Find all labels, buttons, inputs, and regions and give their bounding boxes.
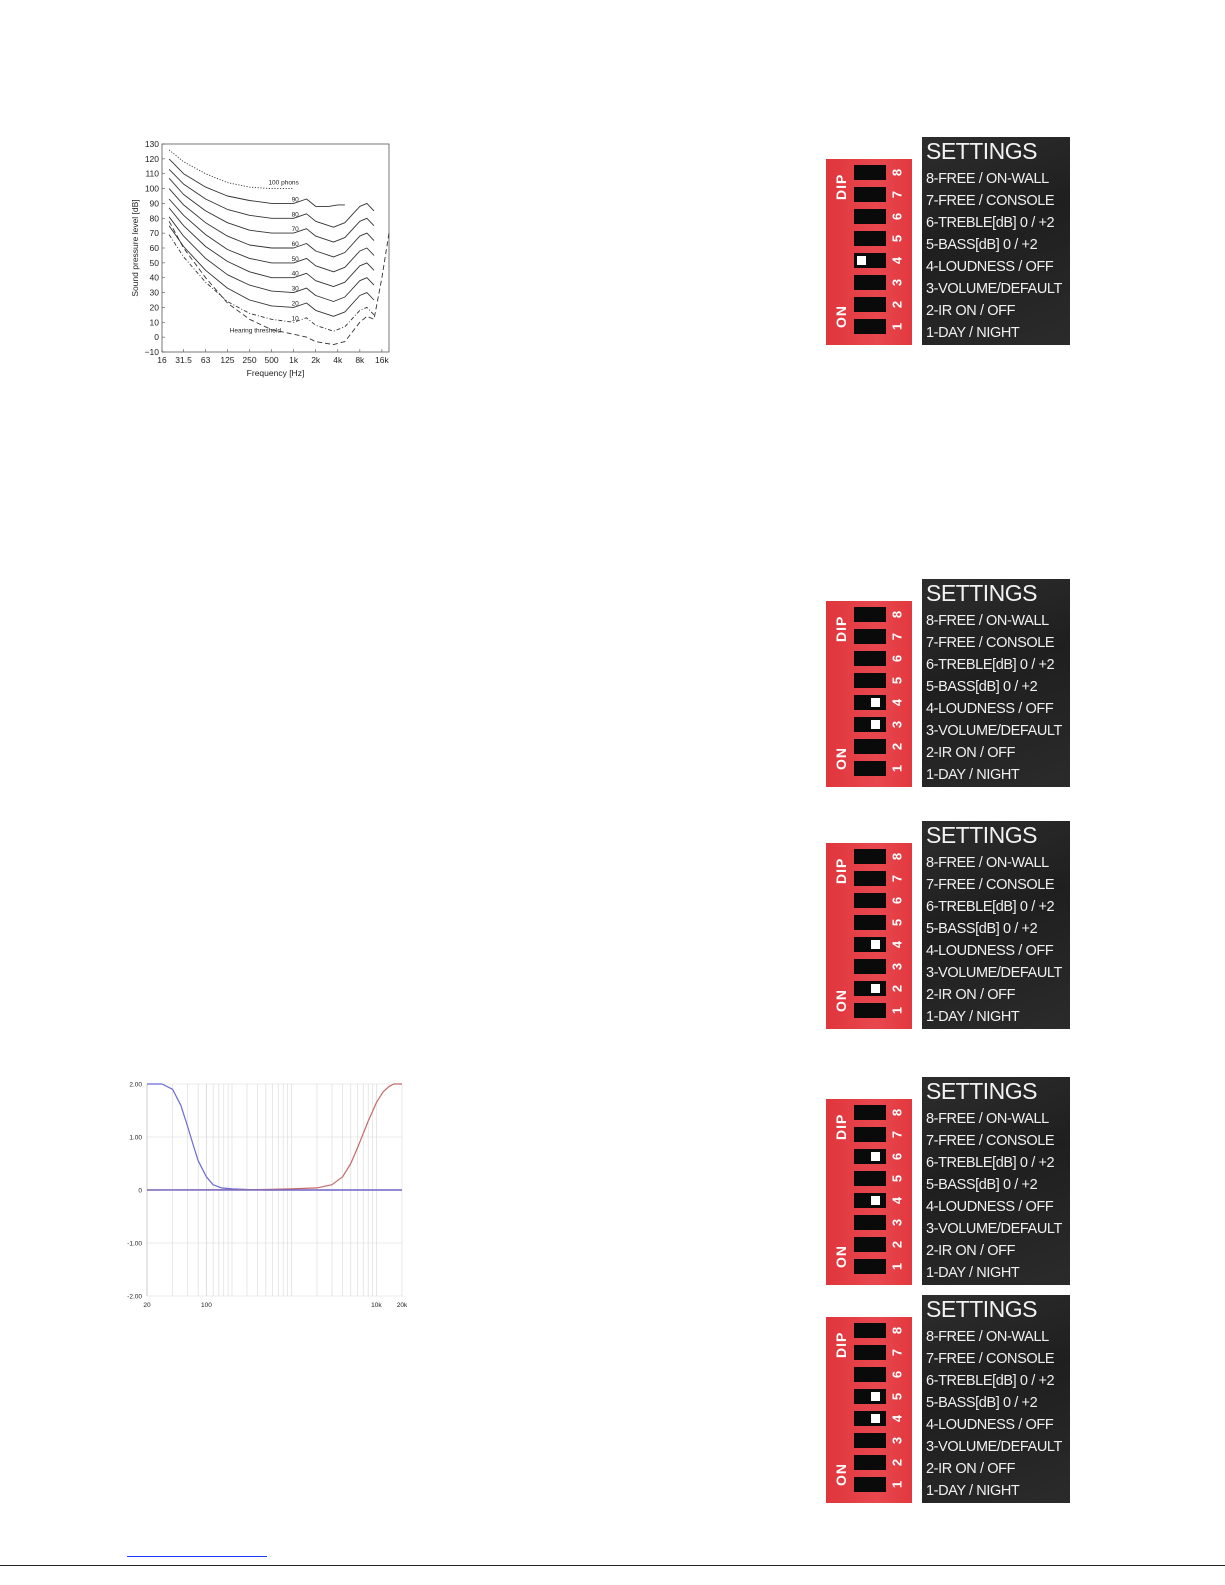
switch-number: 5 (889, 676, 905, 685)
x-tick-label: 8k (355, 355, 365, 365)
switch-slot (854, 1105, 886, 1120)
settings-line: 8-FREE / ON-WALL (926, 171, 1049, 187)
switch-slot (854, 695, 886, 710)
settings-line: 3-VOLUME/DEFAULT (926, 1221, 1062, 1237)
settings-line: 4-LOUDNESS / OFF (926, 1417, 1054, 1433)
y-tick-label: -2.00 (127, 1293, 142, 1301)
settings-line: 7-FREE / CONSOLE (926, 1351, 1055, 1367)
x-tick-label: 63 (200, 355, 211, 365)
settings-line: 5-BASS[dB] 0 / +2 (926, 679, 1038, 695)
switch-slot (854, 1433, 886, 1448)
dip-switch-7[interactable] (854, 871, 910, 887)
switch-slot (854, 1237, 886, 1252)
y-tick-label: 20 (149, 302, 159, 313)
switch-number: 7 (889, 1348, 905, 1357)
series-label: 10 (291, 315, 299, 323)
x-tick-label: 31.5 (175, 355, 192, 365)
contour-series (169, 199, 374, 272)
switch-slot (854, 629, 886, 644)
switch-number: 6 (889, 1152, 905, 1161)
dip-switch-8[interactable] (854, 1105, 910, 1121)
switch-knob (871, 1414, 880, 1423)
switch-knob (871, 940, 880, 949)
dip-label: DIP (833, 1331, 849, 1359)
dip-switch-body (826, 1099, 912, 1285)
x-tick-label: 125 (220, 355, 235, 365)
y-tick-label: 0 (138, 1187, 142, 1195)
settings-line: 5-BASS[dB] 0 / +2 (926, 1177, 1038, 1193)
y-tick-label: 100 (144, 183, 159, 194)
dip-label: DIP (833, 173, 849, 201)
switch-number: 8 (889, 1326, 905, 1335)
contour-series (169, 178, 374, 242)
y-tick-label: 130 (144, 139, 159, 149)
dip-settings-figure (826, 579, 1071, 789)
contour-series (169, 189, 374, 257)
switch-number: 2 (889, 1240, 905, 1249)
dip-switch-1[interactable] (854, 761, 910, 777)
settings-line: 3-VOLUME/DEFAULT (926, 965, 1062, 981)
dip-switch-3[interactable] (854, 1215, 910, 1231)
dip-switch-2[interactable] (854, 981, 910, 997)
switch-number: 4 (889, 1414, 905, 1423)
dip-switch-2[interactable] (854, 739, 910, 755)
switch-number: 3 (889, 1436, 905, 1445)
settings-line: 3-VOLUME/DEFAULT (926, 281, 1062, 297)
switch-number: 4 (889, 698, 905, 707)
dip-label: DIP (833, 615, 849, 643)
dip-switch-8[interactable] (854, 165, 910, 181)
switch-number: 3 (889, 278, 905, 287)
x-tick-label: 16 (157, 355, 167, 365)
on-label: ON (833, 989, 849, 1013)
switch-number: 8 (889, 610, 905, 619)
dip-switch-1[interactable] (854, 319, 910, 335)
on-label: ON (833, 1245, 849, 1269)
settings-legend-panel (922, 821, 1070, 1029)
dip-switch-2[interactable] (854, 297, 910, 313)
settings-title: SETTINGS (926, 1296, 1038, 1322)
settings-line: 5-BASS[dB] 0 / +2 (926, 921, 1038, 937)
switch-number: 8 (889, 1108, 905, 1117)
y-axis-label: Sound pressure level [dB] (130, 199, 140, 297)
y-tick-label: 110 (145, 168, 159, 179)
switch-slot (854, 1345, 886, 1360)
dip-switch-4[interactable] (854, 695, 910, 711)
settings-line: 2-IR ON / OFF (926, 987, 1016, 1003)
switch-slot (854, 1367, 886, 1382)
dip-switch-body (826, 601, 912, 787)
settings-legend-panel (922, 579, 1070, 787)
dip-switch-6[interactable] (854, 1367, 910, 1383)
switch-slot (854, 959, 886, 974)
switch-slot (854, 253, 886, 268)
dip-settings-figure (826, 1295, 1071, 1505)
switch-knob (871, 1392, 880, 1401)
switch-slot (854, 319, 886, 334)
settings-line: 2-IR ON / OFF (926, 1461, 1016, 1477)
switch-slot (854, 1323, 886, 1338)
dip-switch-4[interactable] (854, 1411, 910, 1427)
switch-number: 4 (889, 940, 905, 949)
x-tick-label: 20k (396, 1302, 407, 1309)
dip-switch-5[interactable] (854, 231, 910, 247)
dip-switch-8[interactable] (854, 849, 910, 865)
switch-slot (854, 849, 886, 864)
x-tick-label: 500 (264, 355, 279, 365)
settings-title: SETTINGS (926, 580, 1038, 606)
settings-line: 5-BASS[dB] 0 / +2 (926, 1395, 1038, 1411)
dip-switch-body (826, 159, 912, 345)
dip-switch-7[interactable] (854, 187, 910, 203)
on-label: ON (833, 747, 849, 771)
switch-slot (854, 209, 886, 224)
switch-knob (871, 1196, 880, 1205)
x-tick-label: 250 (242, 355, 257, 365)
x-tick-label: 4k (333, 355, 343, 365)
settings-legend-panel (922, 137, 1070, 345)
switch-knob (871, 698, 880, 707)
dip-switch-body (826, 843, 912, 1029)
dip-settings-figure (826, 137, 1071, 347)
settings-line: 1-DAY / NIGHT (926, 325, 1020, 341)
dip-switch-5[interactable] (854, 1171, 910, 1187)
settings-line: 6-TREBLE[dB] 0 / +2 (926, 899, 1055, 915)
dip-switch-7[interactable] (854, 1345, 910, 1361)
dip-switch-1[interactable] (854, 1259, 910, 1275)
settings-line: 2-IR ON / OFF (926, 745, 1016, 761)
footnote-link-underline[interactable] (127, 1556, 267, 1557)
dip-switch-2[interactable] (854, 1455, 910, 1471)
dip-settings-figure (826, 821, 1071, 1031)
switch-slot (854, 761, 886, 776)
on-label: ON (833, 305, 849, 329)
series-label: 80 (291, 211, 299, 219)
settings-line: 6-TREBLE[dB] 0 / +2 (926, 1373, 1055, 1389)
settings-legend-panel (922, 1077, 1070, 1285)
switch-slot (854, 871, 886, 886)
dip-switch-8[interactable] (854, 1323, 910, 1339)
switch-slot (854, 717, 886, 732)
series-label: 60 (291, 241, 299, 248)
switch-number: 1 (889, 1262, 905, 1271)
contour-series (169, 159, 345, 207)
settings-line: 7-FREE / CONSOLE (926, 1133, 1055, 1149)
settings-line: 7-FREE / CONSOLE (926, 877, 1055, 893)
switch-slot (854, 893, 886, 908)
dip-switch-7[interactable] (854, 1127, 910, 1143)
equal-loudness-svg (127, 136, 402, 381)
y-tick-label: 10 (149, 317, 159, 328)
switch-number: 4 (889, 1196, 905, 1205)
switch-number: 5 (889, 1174, 905, 1183)
switch-knob (871, 984, 880, 993)
y-tick-label: 30 (149, 287, 159, 298)
switch-number: 6 (889, 896, 905, 905)
y-tick-label: -1.00 (127, 1240, 142, 1248)
switch-slot (854, 165, 886, 180)
switch-number: 1 (889, 764, 905, 773)
switch-number: 2 (889, 742, 905, 751)
y-tick-label: 2.00 (129, 1081, 142, 1089)
switch-number: 2 (889, 1458, 905, 1467)
y-tick-label: 40 (149, 272, 159, 283)
switch-number: 3 (889, 962, 905, 971)
switch-number: 7 (889, 190, 905, 199)
switch-number: 3 (889, 1218, 905, 1227)
dip-switch-1[interactable] (854, 1477, 910, 1493)
dip-switch-8[interactable] (854, 607, 910, 623)
series-label: Hearing threshold (229, 327, 281, 335)
settings-line: 1-DAY / NIGHT (926, 1265, 1020, 1281)
settings-line: 8-FREE / ON-WALL (926, 1329, 1049, 1345)
switch-number: 6 (889, 1370, 905, 1379)
dip-label: DIP (833, 857, 849, 885)
dip-switch-3[interactable] (854, 275, 910, 291)
switch-slot (854, 231, 886, 246)
settings-line: 4-LOUDNESS / OFF (926, 943, 1054, 959)
switch-knob (857, 256, 866, 265)
switch-slot (854, 1171, 886, 1186)
dip-switch-3[interactable] (854, 959, 910, 975)
contour-series (169, 226, 374, 317)
series-label: 50 (291, 255, 299, 263)
switch-slot (854, 1149, 886, 1164)
switch-slot (854, 1477, 886, 1492)
switch-slot (854, 1193, 886, 1208)
dip-switch-3[interactable] (854, 1433, 910, 1449)
x-tick-label: 100 (200, 1302, 212, 1309)
y-tick-label: 80 (149, 213, 159, 224)
x-tick-label: 10k (371, 1302, 382, 1309)
switch-slot (854, 297, 886, 312)
dip-settings-figure (826, 1077, 1071, 1287)
switch-knob (871, 1152, 880, 1161)
switch-number: 3 (889, 720, 905, 729)
y-tick-label: 1.00 (129, 1134, 142, 1142)
switch-number: 5 (889, 234, 905, 243)
switch-number: 7 (889, 874, 905, 883)
contour-series (169, 208, 374, 287)
switch-slot (854, 915, 886, 930)
switch-number: 4 (889, 256, 905, 265)
settings-title: SETTINGS (926, 1078, 1038, 1104)
dip-switch-5[interactable] (854, 915, 910, 931)
switch-slot (854, 1215, 886, 1230)
switch-slot (854, 1411, 886, 1426)
switch-slot (854, 673, 886, 688)
settings-legend-panel (922, 1295, 1070, 1503)
settings-line: 1-DAY / NIGHT (926, 767, 1020, 783)
settings-title: SETTINGS (926, 822, 1038, 848)
dip-switch-body (826, 1317, 912, 1503)
switch-slot (854, 1455, 886, 1470)
settings-line: 3-VOLUME/DEFAULT (926, 1439, 1062, 1455)
dip-switch-1[interactable] (854, 1003, 910, 1019)
switch-number: 7 (889, 632, 905, 641)
switch-number: 2 (889, 300, 905, 309)
switch-number: 6 (889, 212, 905, 221)
x-tick-label: 1k (289, 355, 299, 365)
dip-switch-4[interactable] (854, 937, 910, 953)
y-tick-label: 60 (149, 243, 159, 253)
dip-switch-2[interactable] (854, 1237, 910, 1253)
y-tick-label: 90 (149, 198, 159, 209)
y-tick-label: 50 (149, 257, 159, 268)
switch-slot (854, 1389, 886, 1404)
settings-line: 7-FREE / CONSOLE (926, 635, 1055, 651)
switch-slot (854, 1003, 886, 1018)
settings-line: 6-TREBLE[dB] 0 / +2 (926, 1155, 1055, 1171)
tone-response-svg (127, 1076, 407, 1316)
on-label: ON (833, 1463, 849, 1487)
switch-slot (854, 981, 886, 996)
y-tick-label: −10 (144, 347, 159, 357)
series-label: 100 phons (268, 179, 299, 187)
switch-slot (854, 1259, 886, 1274)
settings-line: 2-IR ON / OFF (926, 303, 1016, 319)
dip-switch-6[interactable] (854, 893, 910, 909)
switch-number: 2 (889, 984, 905, 993)
switch-number: 1 (889, 1006, 905, 1015)
dip-switch-3[interactable] (854, 717, 910, 733)
switch-number: 8 (889, 168, 905, 177)
series-label: 40 (291, 270, 299, 278)
settings-line: 6-TREBLE[dB] 0 / +2 (926, 215, 1055, 231)
dip-switch-6[interactable] (854, 1149, 910, 1165)
settings-line: 1-DAY / NIGHT (926, 1483, 1020, 1499)
dip-switch-7[interactable] (854, 629, 910, 645)
series-label: 90 (291, 196, 299, 204)
series-label: 30 (291, 285, 299, 293)
y-tick-label: 0 (154, 332, 159, 343)
settings-line: 1-DAY / NIGHT (926, 1009, 1020, 1025)
switch-knob (871, 720, 880, 729)
series-label: 70 (291, 226, 299, 234)
dip-switch-6[interactable] (854, 209, 910, 225)
settings-line: 8-FREE / ON-WALL (926, 613, 1049, 629)
switch-slot (854, 651, 886, 666)
switch-number: 7 (889, 1130, 905, 1139)
settings-line: 7-FREE / CONSOLE (926, 193, 1055, 209)
page-footer-rule (0, 1565, 1225, 1566)
y-tick-label: 70 (149, 228, 159, 239)
switch-slot (854, 607, 886, 622)
dip-switch-5[interactable] (854, 673, 910, 689)
x-axis-label: Frequency [Hz] (246, 368, 305, 378)
switch-slot (854, 275, 886, 290)
dip-switch-5[interactable] (854, 1389, 910, 1405)
switch-slot (854, 1127, 886, 1142)
settings-line: 4-LOUDNESS / OFF (926, 259, 1054, 275)
x-tick-label: 16k (375, 355, 389, 365)
settings-line: 2-IR ON / OFF (926, 1243, 1016, 1259)
settings-line: 4-LOUDNESS / OFF (926, 701, 1054, 717)
tone-response-chart (127, 1076, 407, 1316)
switch-number: 6 (889, 654, 905, 663)
dip-switch-4[interactable] (854, 1193, 910, 1209)
x-tick-label: 2k (311, 355, 321, 365)
settings-line: 4-LOUDNESS / OFF (926, 1199, 1054, 1215)
switch-slot (854, 187, 886, 202)
settings-line: 5-BASS[dB] 0 / +2 (926, 237, 1038, 253)
dip-switch-4[interactable] (854, 253, 910, 269)
dip-switch-6[interactable] (854, 651, 910, 667)
switch-number: 1 (889, 322, 905, 331)
dip-label: DIP (833, 1113, 849, 1141)
switch-number: 1 (889, 1480, 905, 1489)
y-tick-label: 120 (144, 153, 159, 164)
settings-title: SETTINGS (926, 138, 1038, 164)
switch-number: 8 (889, 852, 905, 861)
settings-line: 3-VOLUME/DEFAULT (926, 723, 1062, 739)
switch-slot (854, 739, 886, 754)
switch-number: 5 (889, 918, 905, 927)
switch-slot (854, 937, 886, 952)
settings-line: 6-TREBLE[dB] 0 / +2 (926, 657, 1055, 673)
x-tick-label: 20 (143, 1302, 151, 1309)
switch-number: 5 (889, 1392, 905, 1401)
equal-loudness-chart (127, 136, 402, 381)
settings-line: 8-FREE / ON-WALL (926, 855, 1049, 871)
series-label: 20 (291, 300, 299, 308)
settings-line: 8-FREE / ON-WALL (926, 1111, 1049, 1127)
